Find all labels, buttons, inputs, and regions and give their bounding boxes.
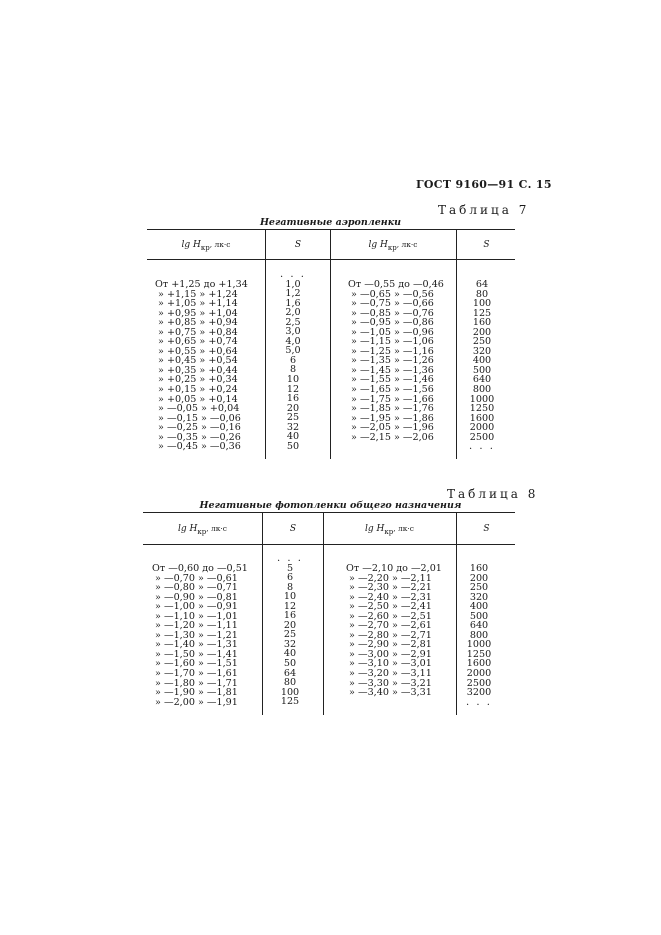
table-row: » —0,75 » —0,66 [348,298,434,310]
ellipsis: . . . [466,696,492,708]
table-cell: 25 [286,412,300,424]
table-row: » —1,70 » —1,61 [152,668,238,680]
table-row: » —1,85 » —1,76 [348,403,434,415]
table-cell: 1000 [469,393,495,405]
table-row: » —2,30 » —2,21 [346,582,432,594]
table-cell: 500 [469,610,489,622]
table-row: » +0,55 » +0,64 [155,345,238,357]
table-cell: 2,0 [285,307,301,319]
table-cell: 12 [286,383,300,395]
table-7-top-rule [147,229,515,230]
table-8-left-ranges [152,564,248,707]
table-cell: 20 [283,619,297,631]
table-row: » +0,65 » +0,74 [155,336,238,348]
table-cell: 6 [286,572,294,584]
table-row: » —1,50 » —1,41 [152,648,238,660]
table-7-title: Негативные аэропленки [259,217,402,228]
table-cell: 1250 [469,403,495,415]
table-cell: 8 [289,364,297,376]
table-cell: 800 [469,629,489,641]
table-row: » —2,80 » —2,71 [346,629,432,641]
table-cell: 32 [286,421,300,433]
table-row: » —2,50 » —2,41 [346,601,432,613]
table-cell: 4,0 [285,335,301,347]
table-row: » —1,45 » —1,36 [348,364,434,376]
table-row: » —1,55 » —1,46 [348,374,434,386]
table-row: » +0,85 » +0,94 [155,317,238,329]
table-row: » —3,10 » —3,01 [346,658,432,670]
table-cell: 3200 [466,687,492,699]
table-row: От +1,25 до +1,34 [155,279,248,290]
table-8-title: Негативные фотопленки общего назначения [199,500,462,511]
table-cell: 400 [469,601,489,613]
ellipsis: . . . [277,553,303,564]
table-7-left-values [267,270,319,451]
table-cell: 125 [280,696,300,708]
table-row: » —3,00 » —2,91 [346,648,432,660]
table-8-right-values [458,564,500,707]
table-row: » +0,15 » +0,24 [155,384,238,396]
table-cell: 25 [283,629,297,641]
ellipsis: . . . [280,269,306,280]
table-cell: 32 [283,638,297,650]
table-row: » —1,65 » —1,56 [348,384,434,396]
table-row: » —2,15 » —2,06 [348,431,434,443]
table-7-col-s-right: S [483,240,490,250]
table-cell: 320 [469,591,489,603]
table-cell: 6 [289,354,297,366]
table-cell: 5 [286,562,294,574]
table-cell: 50 [283,658,297,670]
table-7-right-values [458,280,506,452]
table-row: » +0,25 » +0,34 [155,374,238,386]
table-cell: 10 [286,374,300,386]
table-cell: 2500 [469,431,495,443]
table-row: » —0,70 » —0,61 [152,572,238,584]
table-7-caption: Таблица 7 [438,203,530,217]
table-cell: 10 [283,591,297,603]
table-8-divider-1 [262,512,263,715]
table-row: » —0,25 » —0,16 [155,422,241,434]
table-cell: 100 [472,298,492,310]
table-cell: 1250 [466,648,492,660]
table-row: » —1,80 » —1,71 [152,677,238,689]
table-row: » —0,15 » —0,06 [155,412,241,424]
table-cell: 320 [472,345,492,357]
table-cell: 8 [286,581,294,593]
table-row: » +1,05 » +1,14 [155,298,238,310]
table-row: » —1,75 » —1,66 [348,393,434,405]
table-8-caption: Таблица 8 [447,487,539,501]
table-cell: 1,6 [285,297,301,309]
table-8-right-ranges [346,564,442,698]
table-cell: 800 [472,384,492,396]
table-row: » —1,15 » —1,06 [348,336,434,348]
table-8-header-rule [143,544,515,545]
table-row: » +1,15 » +1,24 [155,288,238,300]
table-7-left-ranges [155,280,248,452]
table-8-top-rule [143,512,515,513]
table-cell: 64 [283,667,297,679]
table-cell: 20 [286,402,300,414]
table-row: » —1,95 » —1,86 [348,412,434,424]
table-cell: 160 [472,317,492,329]
table-row: » —0,65 » —0,56 [348,288,434,300]
table-row: » —1,90 » —1,81 [152,687,238,699]
table-cell: 1,2 [285,288,301,300]
table-8-divider-3 [456,512,457,715]
table-row: » +0,35 » +0,44 [155,364,238,376]
table-cell: 64 [475,279,489,290]
page-header: ГОСТ 9160—91 С. 15 [416,178,552,191]
table-row: » —3,30 » —3,21 [346,677,432,689]
table-row: » —2,00 » —1,91 [152,696,238,708]
table-cell: 16 [286,393,300,405]
table-cell: 640 [472,374,492,386]
table-row: » —2,20 » —2,11 [346,572,432,584]
table-row: » —0,85 » —0,76 [348,307,434,319]
table-cell: 160 [469,563,489,574]
table-cell: 2,5 [285,316,301,328]
table-row: » —1,05 » —0,96 [348,326,434,338]
table-cell: 16 [283,610,297,622]
table-cell: 100 [280,686,300,698]
table-cell: 3,0 [285,326,301,338]
table-cell: 400 [472,355,492,367]
table-cell: 1600 [466,658,492,670]
table-row: » +0,45 » +0,54 [155,355,238,367]
table-cell: 40 [286,431,300,443]
table-row: » —1,40 » —1,31 [152,639,238,651]
table-cell: 250 [469,582,489,594]
table-cell: 200 [469,572,489,584]
table-7-col-lg-right: $\lg H_{кр}$, лк·с [368,240,418,252]
table-row: » —1,30 » —1,21 [152,629,238,641]
table-8-left-values [264,554,316,707]
table-row: » —0,90 » —0,81 [152,591,238,603]
table-row: От —0,55 до —0,46 [348,279,444,290]
table-row: От —2,10 до —2,01 [346,563,442,574]
table-cell: 250 [472,336,492,348]
table-row: » —1,20 » —1,11 [152,620,238,632]
table-cell: 5,0 [285,345,301,357]
table-cell: 50 [286,440,300,452]
table-row: » —3,40 » —3,31 [346,687,432,699]
table-8-col-lg-left: $\lg H_{кр}$, лк·с [177,524,228,536]
table-row: » +0,75 » +0,84 [155,326,238,338]
table-row: » —1,25 » —1,16 [348,345,434,357]
table-row: » —0,05 » +0,04 [155,403,240,415]
table-row: » —0,95 » —0,86 [348,317,434,329]
table-cell: 1000 [466,639,492,651]
table-7-divider-3 [456,229,457,459]
table-row: » —0,80 » —0,71 [152,582,238,594]
table-8-col-s-right: S [483,524,490,534]
table-row: » —1,10 » —1,01 [152,610,238,622]
table-8-col-lg-right: $\lg H_{кр}$, лк·с [364,524,415,536]
table-row: От —0,60 до —0,51 [152,563,248,574]
table-7-col-lg-left: $\lg H_{кр}$, лк·с [181,240,231,252]
table-row: » —0,45 » —0,36 [155,441,241,453]
table-cell: 12 [283,600,297,612]
table-row: » —2,70 » —2,61 [346,620,432,632]
table-row: » —3,20 » —3,11 [346,668,432,680]
table-cell: 2000 [469,422,495,434]
table-7-divider-2 [330,229,331,459]
table-row: » —2,90 » —2,81 [346,639,432,651]
table-row: » —1,35 » —1,26 [348,355,434,367]
table-cell: 500 [472,364,492,376]
table-8-col-s-left: S [289,524,297,534]
table-cell: 40 [283,648,297,660]
table-row: » —0,35 » —0,26 [155,431,241,443]
table-row: » —1,00 » —0,91 [152,601,238,613]
table-cell: 640 [469,620,489,632]
table-7-divider-1 [265,229,266,459]
table-cell: 2000 [466,668,492,680]
table-row: » —2,05 » —1,96 [348,422,434,434]
table-row: » +0,95 » +1,04 [155,307,238,319]
table-cell: 1600 [469,412,495,424]
table-cell: 80 [283,677,297,689]
table-cell: 125 [472,307,492,319]
table-cell: 1,0 [285,278,301,290]
table-7-right-ranges [348,280,444,442]
table-row: » +0,05 » +0,14 [155,393,238,405]
table-cell: 2500 [466,677,492,689]
table-cell: 80 [475,288,489,300]
table-row: » —1,60 » —1,51 [152,658,238,670]
table-cell: 200 [472,326,492,338]
ellipsis: . . . [469,441,495,453]
table-7-header-rule [147,259,515,260]
table-7-col-s-left: S [294,240,302,250]
table-row: » —2,60 » —2,51 [346,610,432,622]
table-8-divider-2 [323,512,324,715]
table-row: » —2,40 » —2,31 [346,591,432,603]
